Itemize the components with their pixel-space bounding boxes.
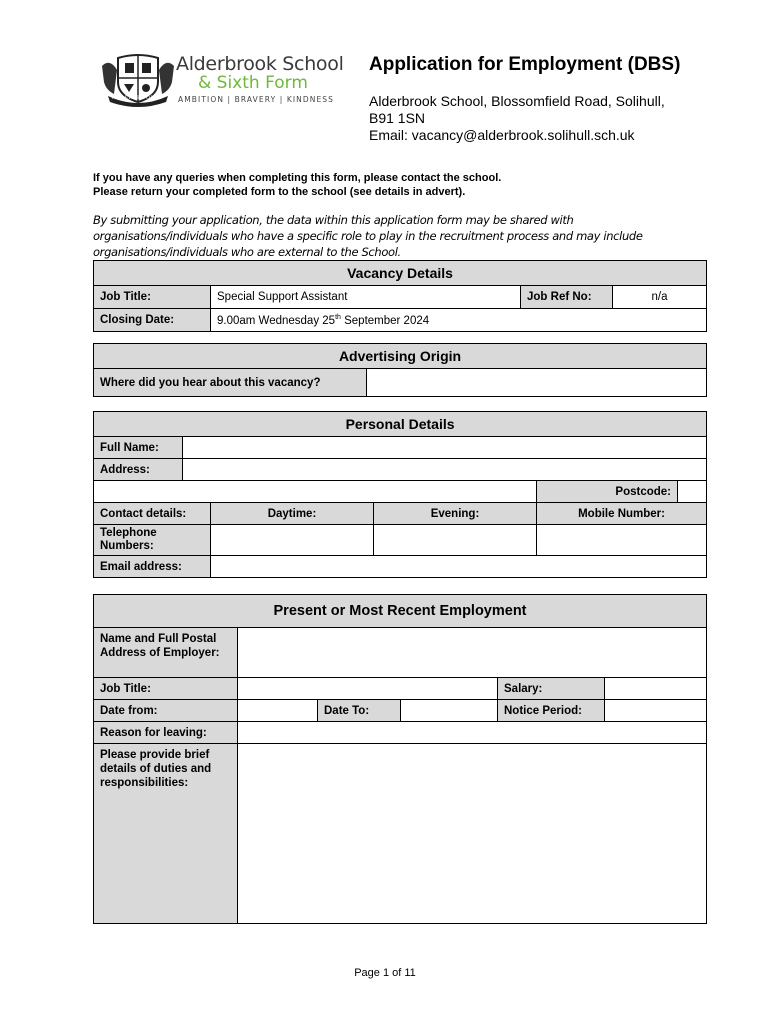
personal-details-heading: Personal Details (94, 412, 707, 437)
address-field-line-2[interactable] (94, 481, 537, 503)
email-address-field[interactable] (211, 556, 707, 578)
advertising-origin-table (93, 343, 707, 397)
employment-job-title-label: Job Title: (94, 678, 238, 700)
employment-job-title-field[interactable] (238, 678, 498, 700)
evening-phone-field[interactable] (374, 525, 537, 556)
salary-field[interactable] (605, 678, 707, 700)
job-ref-value: n/a (613, 286, 707, 309)
date-to-label: Date To: (318, 700, 401, 722)
salary-label: Salary: (498, 678, 605, 700)
duties-label: Please provide brief details of duties and responsibilities: (94, 744, 238, 924)
logo-tagline: AMBITION | BRAVERY | KINDNESS (178, 95, 335, 104)
daytime-phone-field[interactable] (211, 525, 374, 556)
date-to-field[interactable] (401, 700, 498, 722)
date-from-field[interactable] (238, 700, 318, 722)
notice-period-label: Notice Period: (498, 700, 605, 722)
closing-date-main: 9.00am Wednesday 25 (217, 314, 336, 327)
email-address-label: Email address: (94, 556, 211, 578)
intro-text (93, 171, 501, 199)
postcode-label: Postcode: (537, 481, 678, 503)
telephone-numbers-label: Telephone Numbers: (94, 525, 211, 556)
full-name-label: Full Name: (94, 437, 183, 459)
page-number: Page 1 of 11 (354, 967, 416, 979)
full-name-field[interactable] (183, 437, 707, 459)
personal-details-table (93, 411, 707, 578)
advert-source-label: Where did you hear about this vacancy? (94, 369, 367, 397)
address-field[interactable] (183, 459, 707, 481)
address-label: Address: (94, 459, 183, 481)
job-ref-label: Job Ref No: (521, 286, 613, 309)
advert-source-field[interactable] (367, 369, 707, 397)
address-line-2: B91 1SN (369, 110, 426, 126)
employer-name-address-label: Name and Full Postal Address of Employer: (94, 628, 238, 678)
employment-heading: Present or Most Recent Employment (94, 595, 707, 628)
logo-school-name: Alderbrook School (176, 53, 344, 75)
closing-date-label: Closing Date: (94, 309, 211, 332)
postcode-field[interactable] (678, 481, 707, 503)
closing-date-month: September 2024 (340, 314, 430, 327)
logo-sixth-form: & Sixth Form (198, 73, 308, 93)
employment-table (93, 594, 707, 924)
intro-line-1: If you have any queries when completing this form, please contact the school. (93, 172, 502, 184)
vacancy-details-heading: Vacancy Details (94, 261, 707, 286)
crest-label: ALDERBROOK (112, 95, 155, 101)
address-line-1: Alderbrook School, Blossomfield Road, Solihull, (369, 93, 665, 109)
closing-date-suffix: th (335, 313, 341, 321)
school-address (369, 93, 709, 144)
job-title-value: Special Support Assistant (211, 286, 521, 309)
closing-date-value (211, 309, 707, 332)
reason-for-leaving-field[interactable] (238, 722, 707, 744)
advertising-origin-heading: Advertising Origin (94, 344, 707, 369)
intro-line-2: Please return your completed form to the school (see details in advert). (93, 186, 466, 198)
job-title-label: Job Title: (94, 286, 211, 309)
data-sharing-notice: By submitting your application, the data within this application form may be shared with organisations/individuals who have a specific role to play in the recruitment process and may include organisations/individuals who are external to the School. (93, 213, 643, 259)
mobile-phone-field[interactable] (537, 525, 707, 556)
contact-details-label: Contact details: (94, 503, 211, 525)
document-title: Application for Employment (DBS) (369, 54, 681, 75)
notice-period-field[interactable] (605, 700, 707, 722)
duties-field[interactable] (238, 744, 707, 924)
vacancy-details-table (93, 260, 707, 332)
mobile-number-header: Mobile Number: (537, 503, 707, 525)
reason-for-leaving-label: Reason for leaving: (94, 722, 238, 744)
daytime-header: Daytime: (211, 503, 374, 525)
school-email: Email: vacancy@alderbrook.solihull.sch.uk (369, 127, 635, 143)
evening-header: Evening: (374, 503, 537, 525)
employer-name-address-field[interactable] (238, 628, 707, 678)
date-from-label: Date from: (94, 700, 238, 722)
